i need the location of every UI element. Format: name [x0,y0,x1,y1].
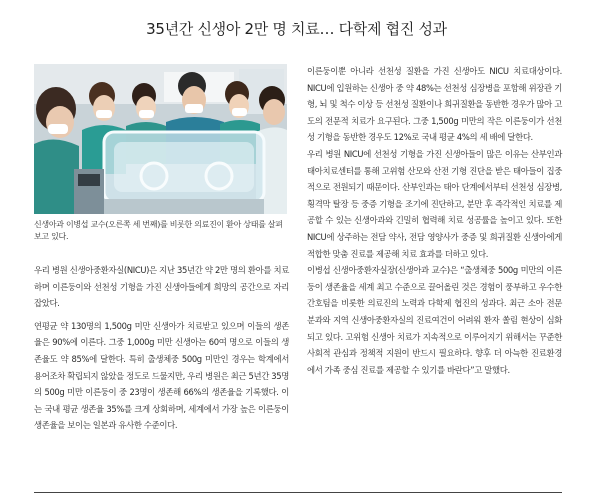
right-column [307,63,562,378]
paragraph: 이른둥이뿐 아니라 선천성 질환을 가진 신생아도 NICU 치료대상이다. NICU에 입원하는 신생아 중 약 48%는 선천성 심장병을 포함해 위장관 기형, 뇌 및 척수 이상 등 선천성 질환이나 희귀질환을 동반한 경우가 많아 고도의 전문적 치료가 요구된다. 그중 1,500g 미만의 작은 이른둥이가 선천성 기형을 동반한 경우도 12%로 국내 평균 4%의 세 배에 달한다. [307,66,562,143]
photo-caption: 신생아과 이병섭 교수(오른쪽 세 번째)를 비롯한 의료진이 환아 상태를 살펴보고 있다. [34,220,283,241]
paragraph: 연평균 약 130명의 1,500g 미만 신생아가 치료받고 있으며 이들의 생존율은 90%에 이른다. 그중 1,000g 미만 신생아는 60여 명으로 이들의 생존율도 약 85%에 달한다. 특히 출생체중 500g 미만인 경우는 학계에서 용어조차 확립되지 않았을 정도로 드물지만, 우리 병원은 최근 5년간 35명의 500g 미만 이른둥이 중 23명이 생존해 66%의 생존율을 기록했다. 이는 국내 평균 생존율 35%를 크게 상회하며, 세계에서 가장 높은 이른둥이 생존율을 보이는 일본과 유사한 수준이다. [34,320,289,431]
paragraph: 이병섭 신생아중환자실장(신생아과 교수)은 “출생체중 500g 미만의 이른둥이 생존율을 세계 최고 수준으로 끌어올린 것은 경험이 풍부하고 우수한 간호팀을 비롯한 의료진의 노력과 다학제 협진의 성과다. 최근 소아 전문 분과와 지역 신생아중환자실의 진료여건이 어려워 환자 쏠림 현상이 심화되고 있다. 고위험 신생아 치료가 지속적으로 이루어지기 위해서는 꾸준한 사회적 관심과 정책적 지원이 반드시 필요하다. 향후 더 아늑한 진료환경에서 가족 중심 진료를 제공할 수 있기를 바란다”고 말했다. [307,265,562,375]
bottom-divider [34,492,562,493]
article-photo [34,64,287,214]
paragraph: 우리 병원 신생아중환자실(NICU)은 지난 35년간 약 2만 명의 환아를 치료하며 이른둥이와 선천성 기형을 가진 신생아들에게 희망의 공간으로 자리 잡았다. [34,265,289,309]
nicu-photo-illustration [34,64,287,214]
paragraph: 우리 병원 NICU에 선천성 기형을 가진 신생아들이 많은 이유는 산부인과 태아치료센터를 통해 고위험 산모와 산전 기형 진단을 받은 태아들이 집중적으로 전원되기 때문이다. 산부인과는 태아 단계에서부터 선천성 심장병, 횡격막 탈장 등 중증 기형을 조기에 진단하고, 분만 후 즉각적인 치료를 제공할 수 있는 신생아과와 긴밀히 협력해 치료 성공률을 높이고 있다. 또한 NICU에 상주하는 전담 약사, 전담 영양사가 중증 및 희귀질환 신생아에게 적합한 맞춤 진료를 제공해 치료 효과를 더하고 있다. [307,148,562,259]
article-title: 35년간 신생아 2만 명 치료… 다학제 협진 성과 [146,20,447,38]
left-column [34,262,289,434]
